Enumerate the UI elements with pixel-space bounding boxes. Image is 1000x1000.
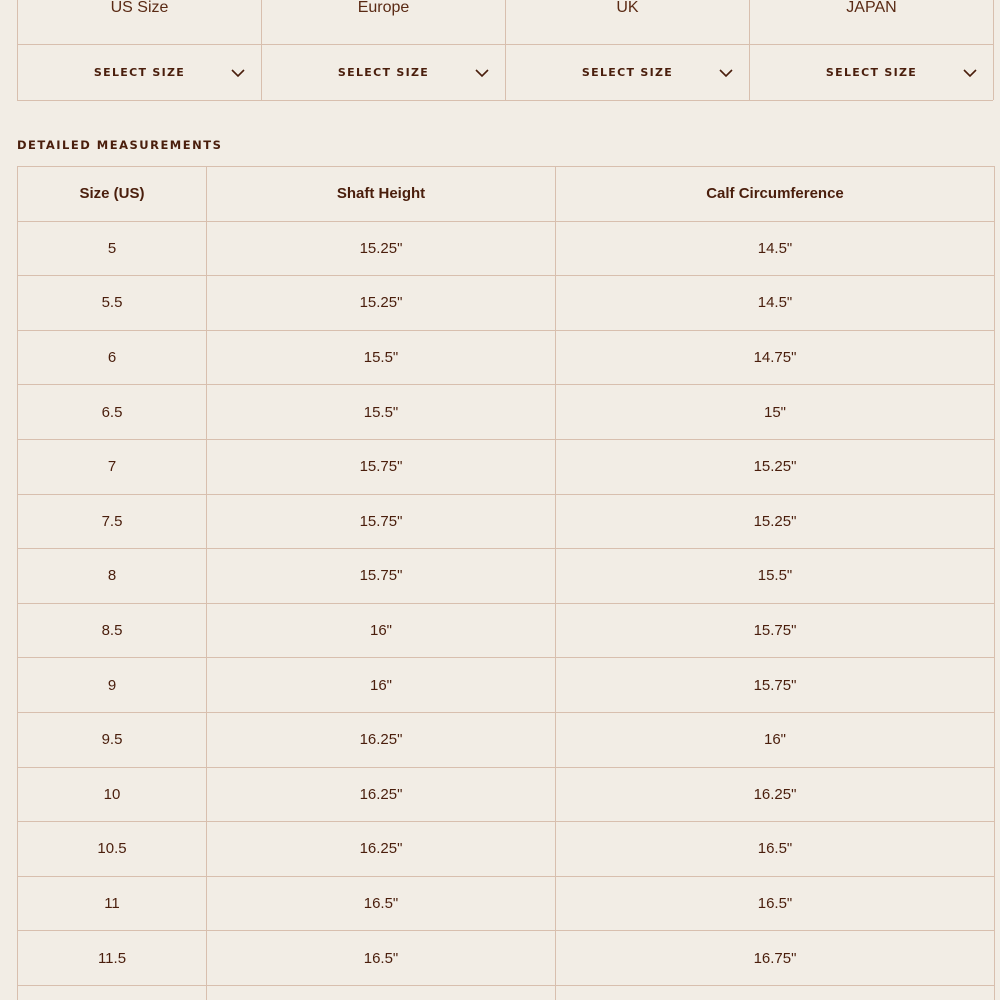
measurements-table — [17, 166, 995, 1000]
column-header-shaft-height: Shaft Height — [207, 167, 556, 222]
select-size-label: SELECT SIZE — [581, 66, 674, 79]
calf-circumference-cell: 14.5" — [556, 276, 995, 331]
chevron-down-icon — [963, 68, 977, 78]
size-cell — [18, 985, 207, 1000]
converter-heading-europe: Europe — [262, 0, 505, 45]
size-cell: 11.5 — [18, 931, 207, 986]
size-cell: 5 — [18, 221, 207, 276]
europe-size-select[interactable] — [262, 45, 505, 100]
converter-heading-japan: JAPAN — [750, 0, 993, 45]
select-size-label: SELECT SIZE — [825, 66, 918, 79]
shaft-height-cell: 16.25" — [207, 767, 556, 822]
size-cell: 10 — [18, 767, 207, 822]
size-cell: 11 — [18, 876, 207, 931]
size-cell: 7 — [18, 439, 207, 494]
table-row — [18, 658, 995, 713]
us-size-select[interactable] — [18, 45, 261, 100]
size-cell: 9 — [18, 658, 207, 713]
calf-circumference-cell: 16.75" — [556, 931, 995, 986]
shaft-height-cell: 15.75" — [207, 549, 556, 604]
calf-circumference-cell: 16" — [556, 712, 995, 767]
calf-circumference-cell — [556, 985, 995, 1000]
converter-column-uk — [506, 0, 750, 100]
converter-heading-uk: UK — [506, 0, 749, 45]
table-row — [18, 822, 995, 877]
shaft-height-cell: 16" — [207, 603, 556, 658]
calf-circumference-cell: 15.25" — [556, 439, 995, 494]
shaft-height-cell: 16.25" — [207, 712, 556, 767]
calf-circumference-cell: 14.75" — [556, 330, 995, 385]
size-converter — [17, 0, 993, 101]
section-title: DETAILED MEASUREMENTS — [17, 138, 223, 152]
calf-circumference-cell: 15.75" — [556, 658, 995, 713]
calf-circumference-cell: 15.75" — [556, 603, 995, 658]
table-header-row — [18, 167, 995, 222]
shaft-height-cell — [207, 985, 556, 1000]
table-row — [18, 767, 995, 822]
table-row — [18, 603, 995, 658]
converter-column-us — [18, 0, 262, 100]
select-size-label: SELECT SIZE — [93, 66, 186, 79]
converter-heading-us: US Size — [18, 0, 261, 45]
shaft-height-cell: 15.5" — [207, 385, 556, 440]
shaft-height-cell: 15.75" — [207, 494, 556, 549]
converter-column-europe — [262, 0, 506, 100]
table-row — [18, 712, 995, 767]
shaft-height-cell: 16.5" — [207, 931, 556, 986]
japan-size-select[interactable] — [750, 45, 993, 100]
table-row — [18, 330, 995, 385]
size-cell: 7.5 — [18, 494, 207, 549]
shaft-height-cell: 15.5" — [207, 330, 556, 385]
shaft-height-cell: 16" — [207, 658, 556, 713]
size-cell: 8 — [18, 549, 207, 604]
table-row — [18, 439, 995, 494]
table-row — [18, 494, 995, 549]
size-cell: 6.5 — [18, 385, 207, 440]
converter-column-japan — [750, 0, 994, 100]
calf-circumference-cell: 15.25" — [556, 494, 995, 549]
uk-size-select[interactable] — [506, 45, 749, 100]
calf-circumference-cell: 16.5" — [556, 822, 995, 877]
chevron-down-icon — [719, 68, 733, 78]
shaft-height-cell: 16.5" — [207, 876, 556, 931]
table-row — [18, 931, 995, 986]
table-row — [18, 276, 995, 331]
calf-circumference-cell: 14.5" — [556, 221, 995, 276]
shaft-height-cell: 16.25" — [207, 822, 556, 877]
shaft-height-cell: 15.25" — [207, 221, 556, 276]
table-row — [18, 985, 995, 1000]
size-cell: 8.5 — [18, 603, 207, 658]
chevron-down-icon — [231, 68, 245, 78]
table-row — [18, 876, 995, 931]
calf-circumference-cell: 16.25" — [556, 767, 995, 822]
select-size-label: SELECT SIZE — [337, 66, 430, 79]
shaft-height-cell: 15.75" — [207, 439, 556, 494]
size-cell: 5.5 — [18, 276, 207, 331]
table-row — [18, 549, 995, 604]
column-header-size: Size (US) — [18, 167, 207, 222]
size-cell: 6 — [18, 330, 207, 385]
calf-circumference-cell: 15.5" — [556, 549, 995, 604]
table-row — [18, 385, 995, 440]
table-row — [18, 221, 995, 276]
size-cell: 10.5 — [18, 822, 207, 877]
calf-circumference-cell: 15" — [556, 385, 995, 440]
shaft-height-cell: 15.25" — [207, 276, 556, 331]
calf-circumference-cell: 16.5" — [556, 876, 995, 931]
size-cell: 9.5 — [18, 712, 207, 767]
chevron-down-icon — [475, 68, 489, 78]
column-header-calf-circumference: Calf Circumference — [556, 167, 995, 222]
